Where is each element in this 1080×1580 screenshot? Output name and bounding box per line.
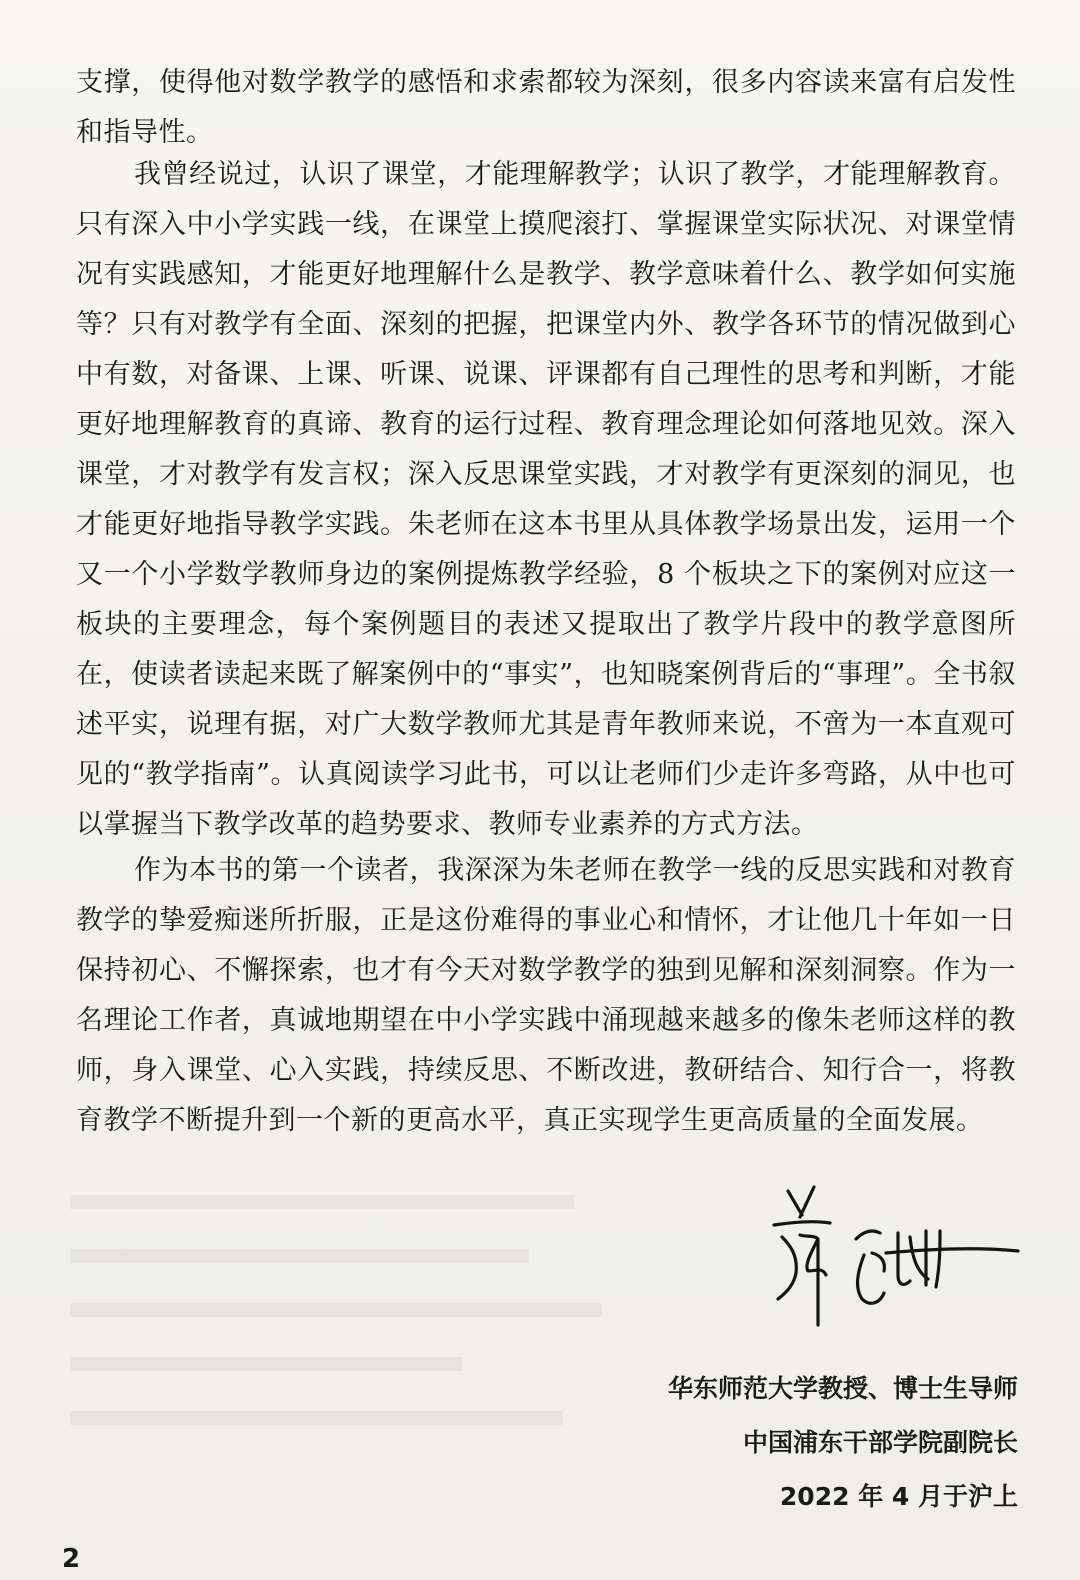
paragraph-main: 我曾经说过，认识了课堂，才能理解教学；认识了教学，才能理解教育。只有深入中小学实践一线，在课堂上摸爬滚打、掌握课堂实际状况、对课堂情况有实践感知，才能更好地理解什么是教学、教学意味着什么、教学如何实施等？只有对教学有全面、深刻的把握，把课堂内外、教学各环节的情况做到心中有数，对备课、上课、听课、说课、评课都有自己理性的思考和判断，才能更好地理解教育的真谛、教育的运行过程、教育理念理论如何落地见效。深入课堂，才对教学有发言权；深入反思课堂实践，才对教学有更深刻的洞见，也才能更好地指导教学实践。朱老师在这本书里从具体教学场景出发，运用一个又一个小学数学教师身边的案例提炼教学经验，8 个板块之下的案例对应这一板块的主要理念，每个案例题目的表述又提取出了教学片段中的教学意图所在，使读者读起来既了解案例中的“事实”，也知晓案例背后的“事理”。全书叙述平实，说理有据，对广大数学教师尤其是青年教师来说，不啻为一本直观可见的“教学指南”。认真阅读学习此书，可以让老师们少走许多弯路，从中也可以掌握当下教学改革的趋势要求、教师专业素养的方式方法。 bbox=[76, 159, 1016, 840]
author-title-line-2: 中国浦东干部学院副院长 bbox=[742, 1428, 1018, 1457]
signature-block bbox=[668, 1362, 1018, 1524]
paragraph-closing: 作为本书的第一个读者，我深深为朱老师在教学一线的反思实践和对教育教学的挚爱痴迷所折服，正是这份难得的事业心和情怀，才让他几十年如一日保持初心、不懈探索，也才有今天对数学教学的独到见解和深刻洞察。作为一名理论工作者，真诚地期望在中小学实践中涌现越来越多的像朱老师这样的教师，身入课堂、心入实践，持续反思、不断改进，教研结合、知行合一，将教育教学不断提升到一个新的更高水平，真正实现学生更高质量的全面发展。 bbox=[76, 855, 1016, 1136]
bleed-through-text bbox=[70, 1195, 630, 1495]
author-title-line-1: 华东师范大学教授、博士生导师 bbox=[667, 1374, 1018, 1403]
date-line: 2022 年 4 月于沪上 bbox=[779, 1482, 1018, 1511]
page-number: 2 bbox=[62, 1544, 81, 1574]
paragraph-continuation: 支撑，使得他对数学教学的感悟和求索都较为深刻，很多内容读来富有启发性和指导性。 bbox=[76, 67, 1016, 148]
handwritten-signature bbox=[760, 1175, 1030, 1355]
